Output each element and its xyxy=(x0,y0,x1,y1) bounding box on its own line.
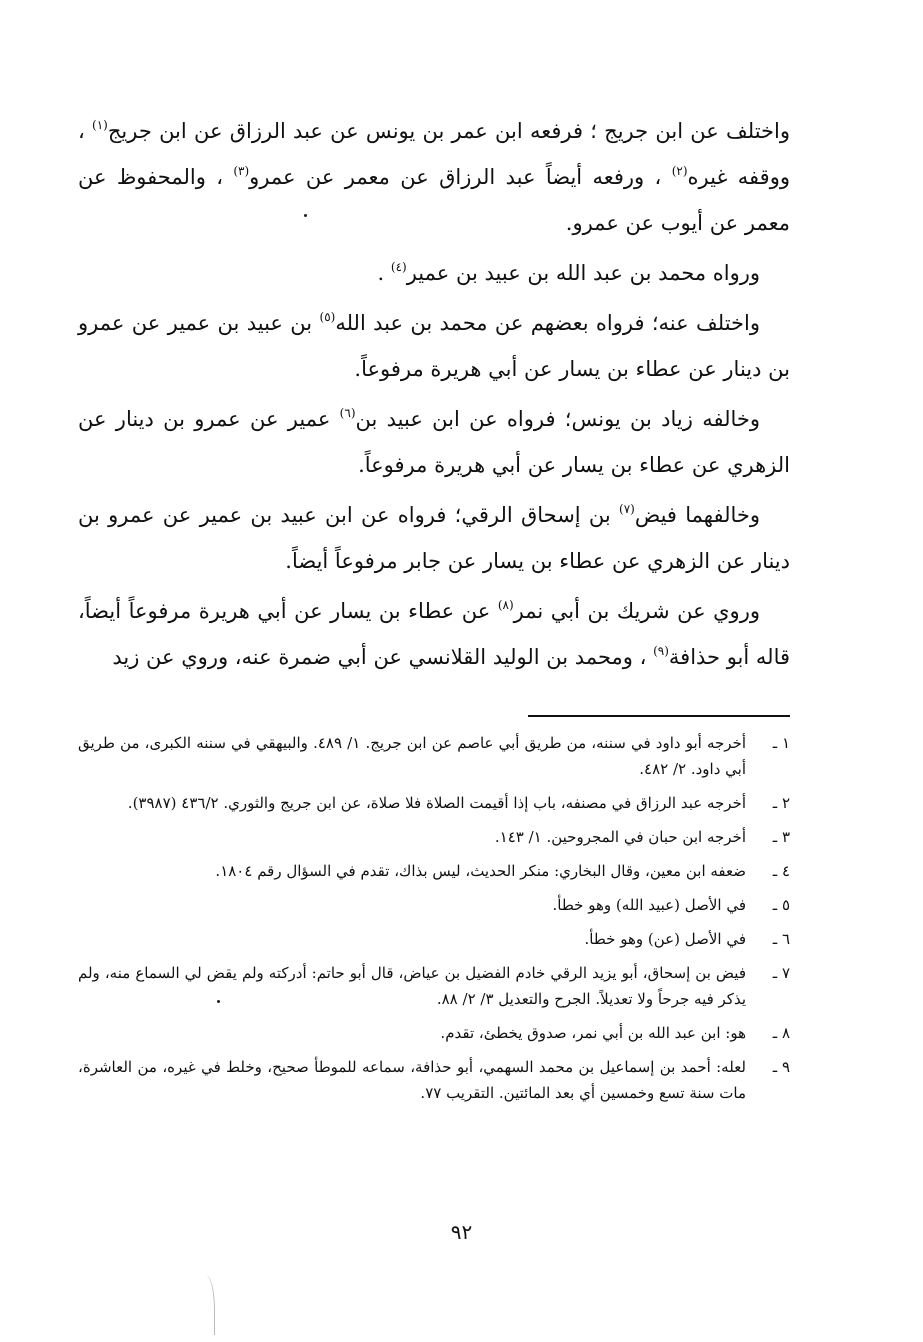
paragraph-5 xyxy=(78,492,790,584)
footnote-ref-2: (٢) xyxy=(671,164,688,178)
paragraph-4 xyxy=(78,396,790,488)
footnote-8 xyxy=(78,1020,790,1046)
footnote-text: ضعفه ابن معين، وقال البخاري: منكر الحديث، ليس بذاك، تقدم في السؤال رقم ١٨٠٤. xyxy=(215,862,746,880)
scan-speck xyxy=(304,214,307,217)
footnote-number: ٩ ـ xyxy=(772,1058,790,1076)
footnote-text: هو: ابن عبد الله بن أبي نمر، صدوق يخطئ، تقدم. xyxy=(440,1024,746,1042)
footnote-number: ٨ ـ xyxy=(772,1024,790,1042)
footnote-text: فيض بن إسحاق، أبو يزيد الرقي خادم الفضيل بن عياض، قال أبو حاتم: أدركته ولم يقض لي السماع منه، ولم يذكر فيه جرحاً ولا تعديلاً. الجرح والتعديل ٣/ ٢/ ٨٨. xyxy=(78,964,746,1008)
paragraph-text: . xyxy=(377,261,385,285)
footnote-ref-3: (٣) xyxy=(233,164,250,178)
paragraph-6 xyxy=(78,588,790,680)
paragraph-text: عمير عن عمرو بن دينار عن الزهري عن عطاء بن يسار عن أبي هريرة مرفوعاً. xyxy=(78,407,790,477)
paragraph-text: وخالفهما فيض xyxy=(634,503,760,527)
footnote-ref-6: (٦) xyxy=(339,406,356,420)
paragraph-text: ، ومحمد بن الوليد القلانسي عن أبي ضمرة عنه، وروي عن زيد xyxy=(112,645,647,669)
footnotes xyxy=(78,730,790,1114)
footnote-text: أخرجه أبو داود في سننه، من طريق أبي عاصم عن ابن جريج. ١/ ٤٨٩. والبيهقي في سننه الكبرى، من طريق أبي داود. ٢/ ٤٨٢. xyxy=(78,734,746,778)
footnote-number: ٤ ـ xyxy=(772,862,790,880)
paragraph-text: بن إسحاق الرقي؛ فرواه عن ابن عبيد بن عمير عن عمرو بن دينار عن الزهري عن عطاء بن يسار عن جابر مرفوعاً أيضاً. xyxy=(78,503,790,573)
footnote-3 xyxy=(78,824,790,850)
paragraph-text: عن عطاء بن يسار عن أبي هريرة مرفوعاً أيضاً، قاله أبو حذافة xyxy=(78,599,790,669)
footnote-9 xyxy=(78,1054,790,1106)
footnote-number: ٣ ـ xyxy=(772,828,790,846)
footnote-2 xyxy=(78,790,790,816)
footnote-text: أخرجه ابن حبان في المجروحين. ١/ ١٤٣. xyxy=(494,828,746,846)
footnote-ref-5: (٥) xyxy=(319,310,336,324)
footnote-number: ١ ـ xyxy=(772,734,790,752)
paragraph-1 xyxy=(78,108,790,246)
paragraph-text: واختلف عن ابن جريج ؛ فرفعه ابن عمر بن يونس عن عبد الرزاق عن ابن جريج xyxy=(107,119,790,143)
footnote-ref-9: (٩) xyxy=(653,644,669,658)
footnote-divider xyxy=(528,715,790,717)
footnote-number: ٥ ـ xyxy=(772,896,790,914)
footnote-ref-8: (٨) xyxy=(497,598,514,612)
paragraph-text: ورواه محمد بن عبد الله بن عبيد بن عمير xyxy=(406,261,760,285)
page-number: ٩٢ xyxy=(450,1220,473,1244)
footnote-text: في الأصل (عن) وهو خطأ. xyxy=(584,930,746,948)
footnote-4 xyxy=(78,858,790,884)
scan-speck xyxy=(217,1000,220,1003)
paragraph-text: واختلف عنه؛ فرواه بعضهم عن محمد بن عبد الله xyxy=(335,311,760,335)
footnote-number: ٦ ـ xyxy=(772,930,790,948)
footnote-number: ٢ ـ xyxy=(772,794,790,812)
footnote-number: ٧ ـ xyxy=(772,964,790,982)
footnote-ref-1: (١) xyxy=(92,118,108,132)
footnote-text: في الأصل (عبيد الله) وهو خطأ. xyxy=(552,896,746,914)
footnote-text: لعله: أحمد بن إسماعيل بن محمد السهمي، أبو حذافة، سماعه للموطأ صحيح، وخلط في غيره، من العاشرة، مات سنة تسع وخمسين أي بعد المائتين. التقريب ٧٧. xyxy=(78,1058,746,1102)
footnote-6 xyxy=(78,926,790,952)
paragraph-text: ، ووقفه غيره xyxy=(78,119,790,189)
main-text xyxy=(78,108,790,684)
paragraph-text: بن عبيد بن عمير عن عمرو بن دينار عن عطاء بن يسار عن أبي هريرة مرفوعاً. xyxy=(78,311,790,381)
paragraph-text: ، والمحفوظ عن معمر عن أيوب عن عمرو. xyxy=(78,165,790,235)
paragraph-text: وخالفه زياد بن يونس؛ فرواه عن ابن عبيد بن xyxy=(355,407,760,431)
footnote-ref-4: (٤) xyxy=(390,260,407,274)
footnote-1 xyxy=(78,730,790,782)
paragraph-text: ، ورفعه أيضاً عبد الرزاق عن معمر عن عمرو xyxy=(249,165,662,189)
footnote-text: أخرجه عبد الرزاق في مصنفه، باب إذا أقيمت الصلاة فلا صلاة، عن ابن جريج والثوري. ٤٣٦/٢ (٣٩٨٧). xyxy=(127,794,746,812)
paragraph-2 xyxy=(78,250,790,296)
footnote-7 xyxy=(78,960,790,1012)
paragraph-text: وروي عن شريك بن أبي نمر xyxy=(513,599,760,623)
footnote-5 xyxy=(78,892,790,918)
scan-edge-mark xyxy=(200,1275,215,1335)
footnote-ref-7: (٧) xyxy=(619,502,635,516)
paragraph-3 xyxy=(78,300,790,392)
